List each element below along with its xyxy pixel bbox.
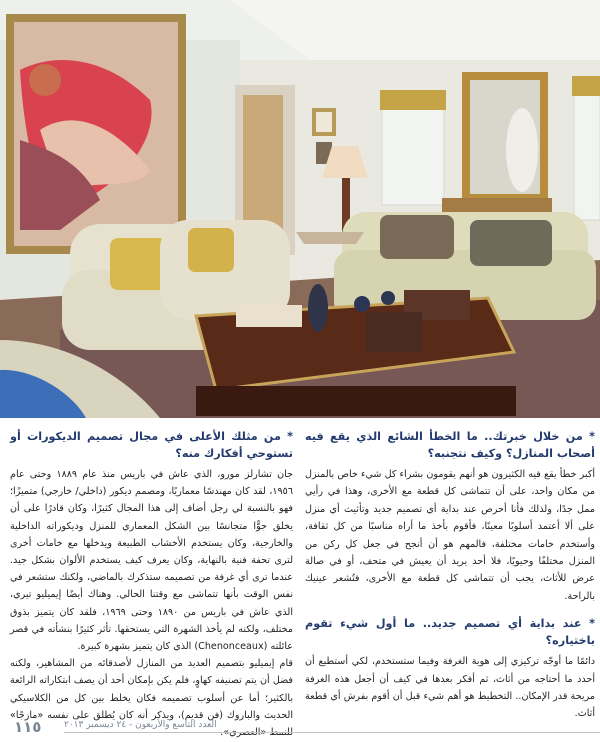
question-first-choice: * عند بداية أي تصميم جديد.. ما أول شيء تقوم باختياره؟ [305,617,595,648]
question-common-mistake: * من خلال خبرتك.. ما الخطأ الشائع الذي يقع فيه أصحاب المنازل؟ وكيف نتجنبه؟ [305,430,595,460]
page-number: ١١٥ [14,718,42,736]
question-role-model: * من مثلك الأعلى في مجال تصميم الديكورات أو تستوحي أفكارك منه؟ [10,430,293,460]
issue-info: العدد التاسع والأربعون - ٢٤ ديسمبر ٢٠١٣ [64,720,217,730]
footer-divider [64,732,600,733]
page-footer [0,712,600,742]
interview-column-right [305,428,595,723]
answer-common-mistake: أكبر خطأ يقع فيه الكثيرون هو أنهم يقومون بشراء كل شيء خاص بالمنزل من مكان واحد، على أن تتماشى كل قطعة مع الأخرى، وهذا في رأيي ممل جدًا، ولذلك فأنا أحرص عند بداية أي تصميم جديد وتأثيث أي منزل على ألا أعتمد أسلوبًا معينًا، فأقوم بأخذ ما أراه مناسبًا من كل ثقافة، وأستخدم خامات مختلفة، فالمهم هو أن أنجح في جعل كل ركن من المنزل مختلفًا وحيويًا، فلا أحد يريد أن يعيش في متحف، أو في صالة عرض للأثاث، يجب أن تتماشى كل قطعة مع الأخرى، فتُشعر عينيك بالراحة. [305,469,595,602]
answer-first-choice: دائمًا ما أوجّه تركيزي إلى هوية الغرفة وفيما ستستخدم، لكي أستطيع أن أحدد ما أحتاجه من أثاث، ثم أفكر بعدها في كيف أن أجعل هذه الغرفة مريحة قدر الإمكان.. التخطيط هو أهم شيء قبل أن أقوم بفرش أي قطعة أثاث. [305,656,595,720]
answer-role-model-continued: قام إيميليو بتصميم العديد من المنازل لأصدقائه من المشاهير، ولكنه فضل أن يتم تصنيفه كهاوٍ، فلم يكن بإمكان أحد أن يصف ابتكاراته الرائعة بالكثير؛ أما عن أسلوب تصميمه فكان يخلط بين كل من الكلاسيكي الحديث والباروك (فن قديم)، ويذكر أنه كان يُطلق على نفسه «مازجًا» [10,658,293,721]
answer-role-model: جان تشارلز مورو، الذي عاش في باريس منذ عام ١٨٨٩ وحتى عام ١٩٥٦، لقد كان مهندسًا معماريًا، ومصمم ديكور (داخلي/ خارجي) متميزًا؛ فهو بالنسبة لي رجل أضاف إلى هذا المجال كثيرًا، وكان قادرًا على أن يخلق جوًّا متجانسًا بين الشكل المعماري للمنزل وديكوراته الداخلية والخارجية، وكان يستخدم الأخشاب الطبيعة ويدخلها مع خامات أخرى لترى تحفة فنية بالنهاية، وكان يعرف كيف يستخدم الألوان بشكل جيد. عندما ترى أي غرفة من تصميمه ستذكرك بالماضي، ولكنك ستشعر في نفس الوقت بأنها تتماشى مع وقتنا الحالي. وهناك أيضًا إيميليو تيري، الذي عاش في باريس من ١٨٩٠ وحتى ١٩٦٩، فلقد كان يتميز بذوق مختلف، ولكنه لم يأخذ الشهرة التي يستحقها. تأثر كثيرًا بنشأته في قصر عائلته (Chenonceaux) الذي كان يتميز بشهرة كبيرة. [10,469,293,653]
interview-column-left [10,428,293,741]
